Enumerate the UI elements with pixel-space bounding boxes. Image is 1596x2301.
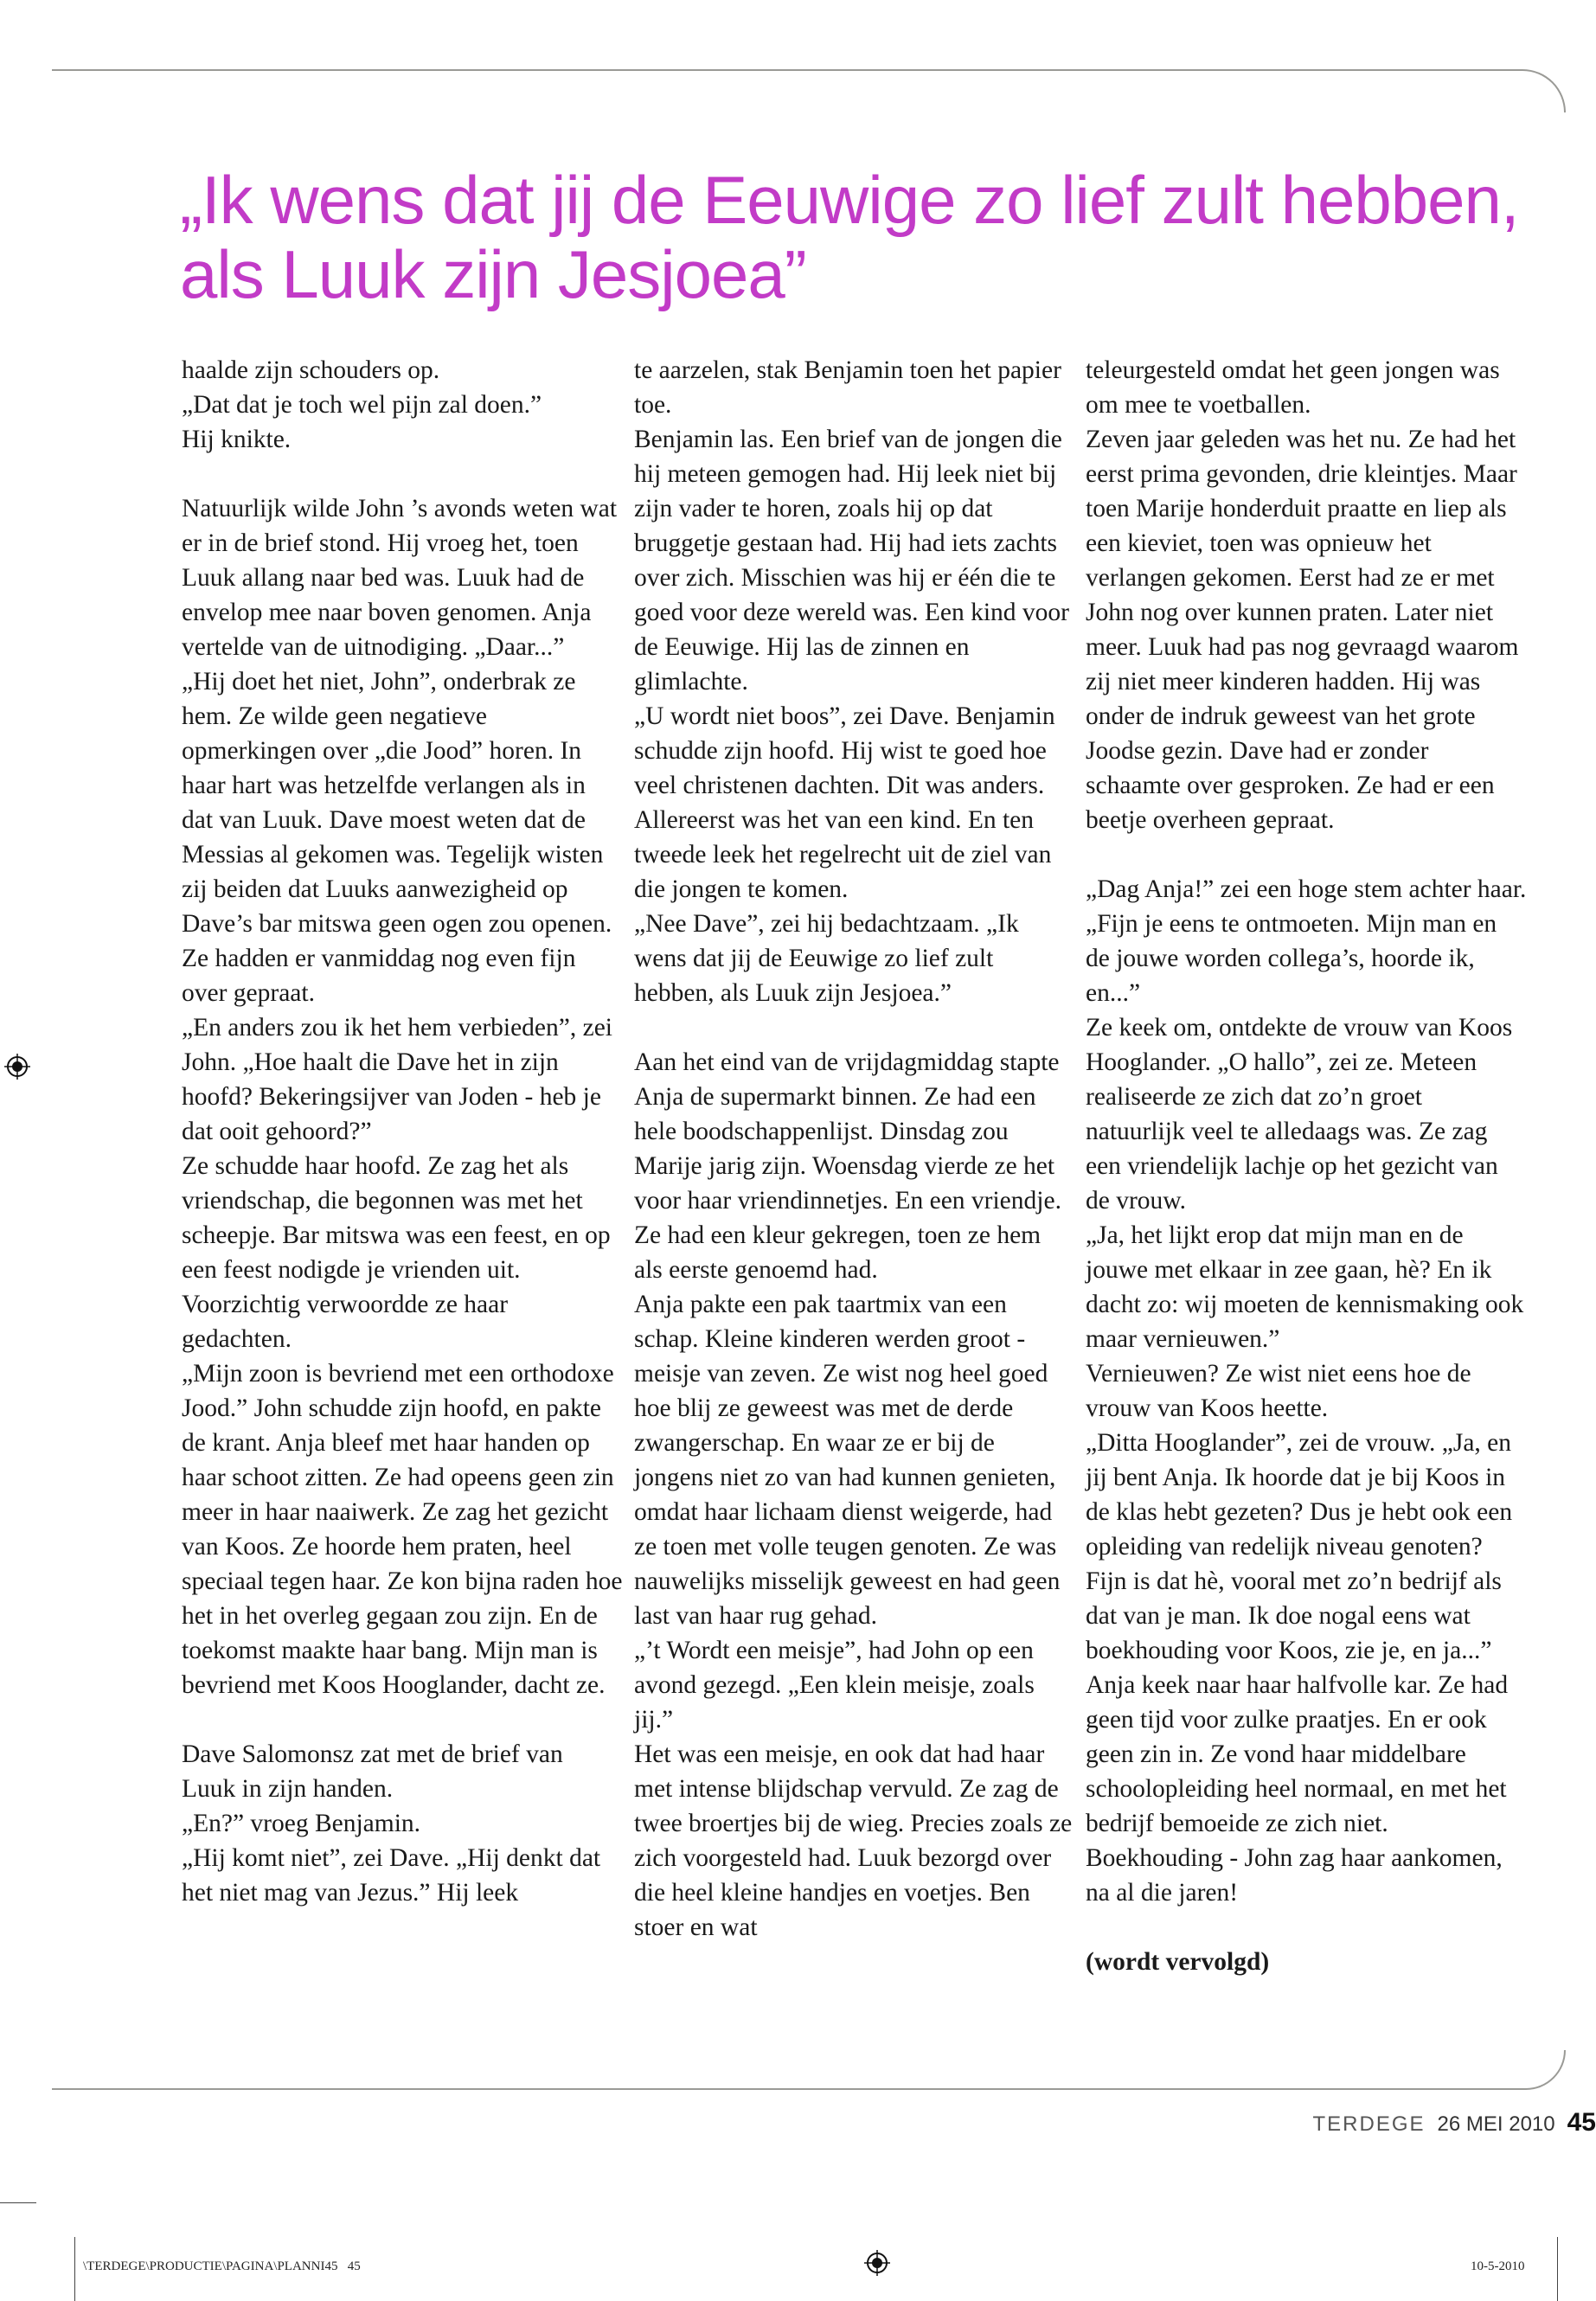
crop-mark	[74, 2237, 75, 2301]
article-headline: „Ik wens dat jij de Eeuwige zo lief zult hebben, als Luuk zijn Jesjoea”	[180, 162, 1519, 312]
paragraph: haalde zijn schouders op. „Dat dat je toch wel pijn zal doen.” Hij knikte.	[182, 356, 542, 453]
paragraph: Aan het eind van de vrijdagmiddag stapte Anja de supermarkt binnen. Ze had een hele boodschappenlijst. Dinsdag zou Marije jarig zijn. Woensdag vierde ze het voor haar vriendinnetjes. En een vriendje. Ze had een kleur gekregen, toen ze hem als eerste genoemd had. Anja pakte een pak taartmix van een schap. Kleine kinderen werden groot - meisje van zeven. Ze wist nog heel goed hoe blij ze geweest was met de derde zwangerschap. En waar ze er bij de jongens niet zo van had kunnen genieten, omdat haar lichaam dienst weigerde, had ze toen met volle teugen genoten. Ze was nauwelijks misselijk geweest en had geen last van haar rug gehad. „’t Wordt een meisje”, had John op een avond gezegd. „Een klein meisje, zoals jij.” Het was een meisje, en ook dat had haar met intense blijdschap vervuld. Ze zag de twee broertjes bij de wieg. Precies zoals ze zich voorgesteld had. Luuk bezorgd over die heel kleine handjes en voetjes. Ben stoer en wat	[634, 1048, 1073, 1941]
text-column-2	[634, 353, 1075, 1945]
crop-mark	[1557, 2237, 1558, 2301]
text-column-3	[1086, 353, 1527, 1979]
to-be-continued-note: (wordt vervolgd)	[1086, 1948, 1270, 1976]
paragraph: te aarzelen, stak Benjamin toen het papier toe. Benjamin las. Een brief van de jongen die hij meteen gemogen had. Hij leek niet bij zijn vader te horen, zoals hij op dat bruggetje gestaan had. Hij had iets zachts over zich. Misschien was hij er één die te goed voor deze wereld was. Een kind voor de Eeuwige. Hij las de zinnen en glimlachte. „U wordt niet boos”, zei Dave. Benjamin schudde zijn hoofd. Hij wist te goed hoe veel christenen dachten. Dit was anders. Allereerst was het van een kind. En ten tweede leek het regelrecht uit de ziel van die jongen te komen. „Nee Dave”, zei hij bedachtzaam. „Ik wens dat jij de Eeuwige zo lief zult hebben, als Luuk zijn Jesjoea.”	[634, 356, 1069, 1007]
text-column-1	[182, 353, 623, 1910]
paragraph: teleurgesteld omdat het geen jongen was om mee te voetballen. Zeven jaar geleden was het nu. Ze had het eerst prima gevonden, drie kleintjes. Maar toen Marije honderduit praatte en liep als een kieviet, toen was opnieuw het verlangen gekomen. Eerst had ze er met John nog over kunnen praten. Later niet meer. Luuk had pas nog gevraagd waarom zij niet meer kinderen hadden. Hij was onder de indruk geweest van het grote Joodse gezin. Dave had er zonder schaamte over gesproken. Ze had er een beetje overheen gepraat.	[1086, 356, 1519, 834]
page-number: 45	[1567, 2108, 1596, 2137]
paragraph: Natuurlijk wilde John ’s avonds weten wat er in de brief stond. Hij vroeg het, toen Luuk allang naar bed was. Luuk had de envelop mee naar boven genomen. Anja vertelde van de uitnodiging. „Daar...” „Hij doet het niet, John”, onderbrak ze hem. Ze wilde geen negatieve opmerkingen over „die Jood” horen. In haar hart was hetzelfde verlangen als in dat van Luuk. Dave moest weten dat de Messias al gekomen was. Tegelijk wisten zij beiden dat Luuks aanwezigheid op Dave’s bar mitswa geen ogen zou openen. Ze hadden er vanmiddag nog even fijn over gepraat. „En anders zou ik het hem verbieden”, zei John. „Hoe haalt die Dave het in zijn hoofd? Bekeringsijver van Joden - heb je dat ooit gehoord?” Ze schudde haar hoofd. Ze zag het als vriendschap, die begonnen was met het scheepje. Bar mitswa was een feest, en op een feest nodigde je vrienden uit. Voorzichtig verwoordde ze haar gedachten. „Mijn zoon is bevriend met een orthodoxe Jood.” John schudde zijn hoofd, en pakte de krant. Anja bleef met haar handen op haar schoot zitten. Ze had opeens geen zin meer in haar naaiwerk. Ze zag het gezicht van Koos. Ze hoorde hem praten, heel speciaal tegen haar. Ze kon bijna raden hoe het in het overleg gegaan zou zijn. En de toekomst maakte haar bang. Mijn man is bevriend met Koos Hooglander, dacht ze.	[182, 495, 623, 1699]
crop-mark	[0, 2202, 36, 2203]
page-footer	[1313, 2108, 1596, 2138]
issue-date: 26 MEI 2010	[1437, 2112, 1555, 2136]
magazine-name: TERDEGE	[1312, 2112, 1426, 2136]
registration-mark-icon	[864, 2250, 890, 2276]
registration-mark-icon	[4, 1054, 30, 1080]
print-slug-date: 10-5-2010	[1471, 2259, 1525, 2273]
paragraph: Dave Salomonsz zat met de brief van Luuk in zijn handen. „En?” vroeg Benjamin. „Hij komt niet”, zei Dave. „Hij denkt dat het niet mag van Jezus.” Hij leek	[182, 1740, 601, 1907]
print-slug-path: \TERDEGE\PRODUCTIE\PAGINA\PLANNI45 45	[83, 2259, 361, 2273]
page-frame-top	[52, 69, 1566, 112]
page-frame-bottom	[52, 2050, 1566, 2090]
paragraph: „Dag Anja!” zei een hoge stem achter haar. „Fijn je eens te ontmoeten. Mijn man en de jouwe worden collega’s, hoorde ik, en...” Ze keek om, ontdekte de vrouw van Koos Hooglander. „O hallo”, zei ze. Meteen realiseerde ze zich dat zo’n groet natuurlijk veel te alledaags was. Ze zag een vriendelijk lachje op het gezicht van de vrouw. „Ja, het lijkt erop dat mijn man en de jouwe met elkaar in zee gaan, hè? En ik dacht zo: wij moeten de kennismaking ook maar vernieuwen.” Vernieuwen? Ze wist niet eens hoe de vrouw van Koos heette. „Ditta Hooglander”, zei de vrouw. „Ja, en jij bent Anja. Ik hoorde dat je bij Koos in de klas hebt gezeten? Dus je hebt ook een opleiding van redelijk niveau genoten? Fijn is dat hè, vooral met zo’n bedrijf als dat van je man. Ik doe nogal eens wat boekhouding voor Koos, zie je, en ja...” Anja keek naar haar halfvolle kar. Ze had geen tijd voor zulke praatjes. En er ook geen zin in. Ze vond haar middelbare schoolopleiding heel normaal, en met het bedrijf bemoeide ze zich niet. Boekhouding - John zag haar aankomen, na al die jaren!	[1086, 875, 1527, 1907]
